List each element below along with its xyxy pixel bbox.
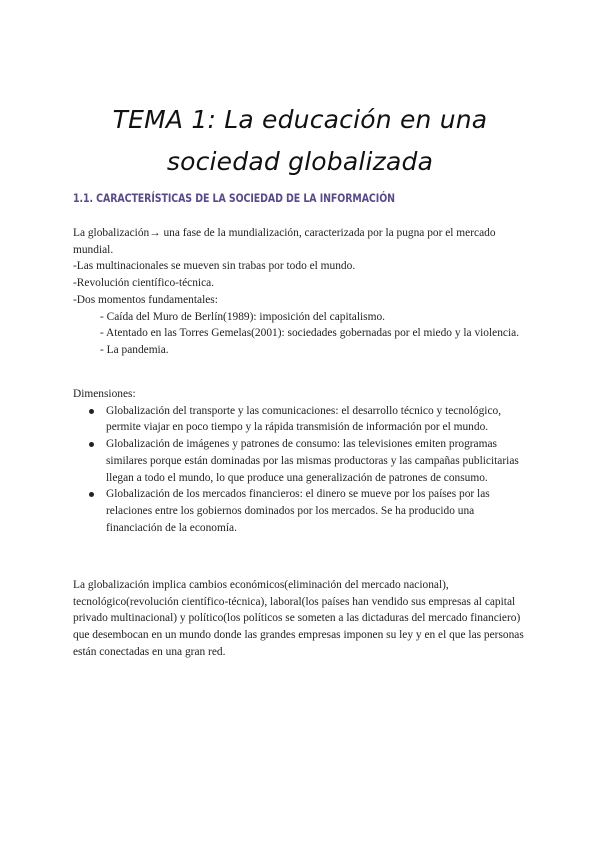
dimensions-list bbox=[73, 403, 531, 537]
bullet-dot-icon bbox=[89, 442, 94, 447]
dimensions-block bbox=[73, 386, 531, 536]
definition-text: La globalización→ una fase de la mundialización, caracterizada por la pugna por el mercado mundial. bbox=[73, 227, 496, 256]
dimension-text: Globalización de imágenes y patrones de consumo: las televisiones emiten programas similares porque están dominadas por las mismas productoras y las campañas publicitarias llegan a todo el mundo, lo que produce una generalización de patrones de consumo. bbox=[106, 438, 519, 484]
dimension-item bbox=[73, 486, 531, 536]
moment-item: - Caída del Muro de Berlín(1989): imposición del capitalismo. bbox=[100, 310, 386, 323]
point-revolution: -Revolución científico-técnica. bbox=[73, 277, 215, 290]
conclusion-text: La globalización implica cambios económicos(eliminación del mercado nacional), tecnológico(revolución científico-técnica), laboral(los países han vendido sus empresas al capital privado multinacional) y político(los políticos se someten a las dictaduras del mercado financiero) que desembocan en un mundo donde las grandes empresas imponen su ley y en el que las personas están conectadas en una gran red. bbox=[73, 579, 524, 658]
dimensions-label: Dimensiones: bbox=[73, 388, 136, 400]
conclusion-block bbox=[73, 577, 531, 661]
section-heading: 1.1. CARACTERÍSTICAS DE LA SOCIEDAD DE LA INFORMACIÓN bbox=[73, 191, 395, 205]
point-multinationals: -Las multinacionales se mueven sin trabas por todo el mundo. bbox=[73, 260, 356, 273]
dimension-text: Globalización de los mercados financieros: el dinero se mueve por los países por las relaciones entre los gobiernos dominados por los mercados. Se ha producido una financiación de la economía. bbox=[106, 488, 490, 534]
moment-item: - La pandemia. bbox=[100, 343, 169, 356]
page-title: TEMA 1: La educación en una sociedad globalizada bbox=[112, 104, 488, 176]
intro-block bbox=[73, 225, 531, 359]
point-moments: -Dos momentos fundamentales: bbox=[73, 293, 218, 306]
dimension-item bbox=[73, 403, 531, 436]
bullet-dot-icon bbox=[89, 492, 94, 497]
dimension-item bbox=[73, 436, 531, 486]
bullet-dot-icon bbox=[89, 409, 94, 414]
moment-item: - Atentado en las Torres Gemelas(2001): sociedades gobernadas por el miedo y la violencia. bbox=[100, 327, 520, 340]
dimension-text: Globalización del transporte y las comunicaciones: el desarrollo técnico y tecnológico, permite viajar en poco tiempo y la rápida transmisión de información por el mundo. bbox=[106, 404, 502, 434]
